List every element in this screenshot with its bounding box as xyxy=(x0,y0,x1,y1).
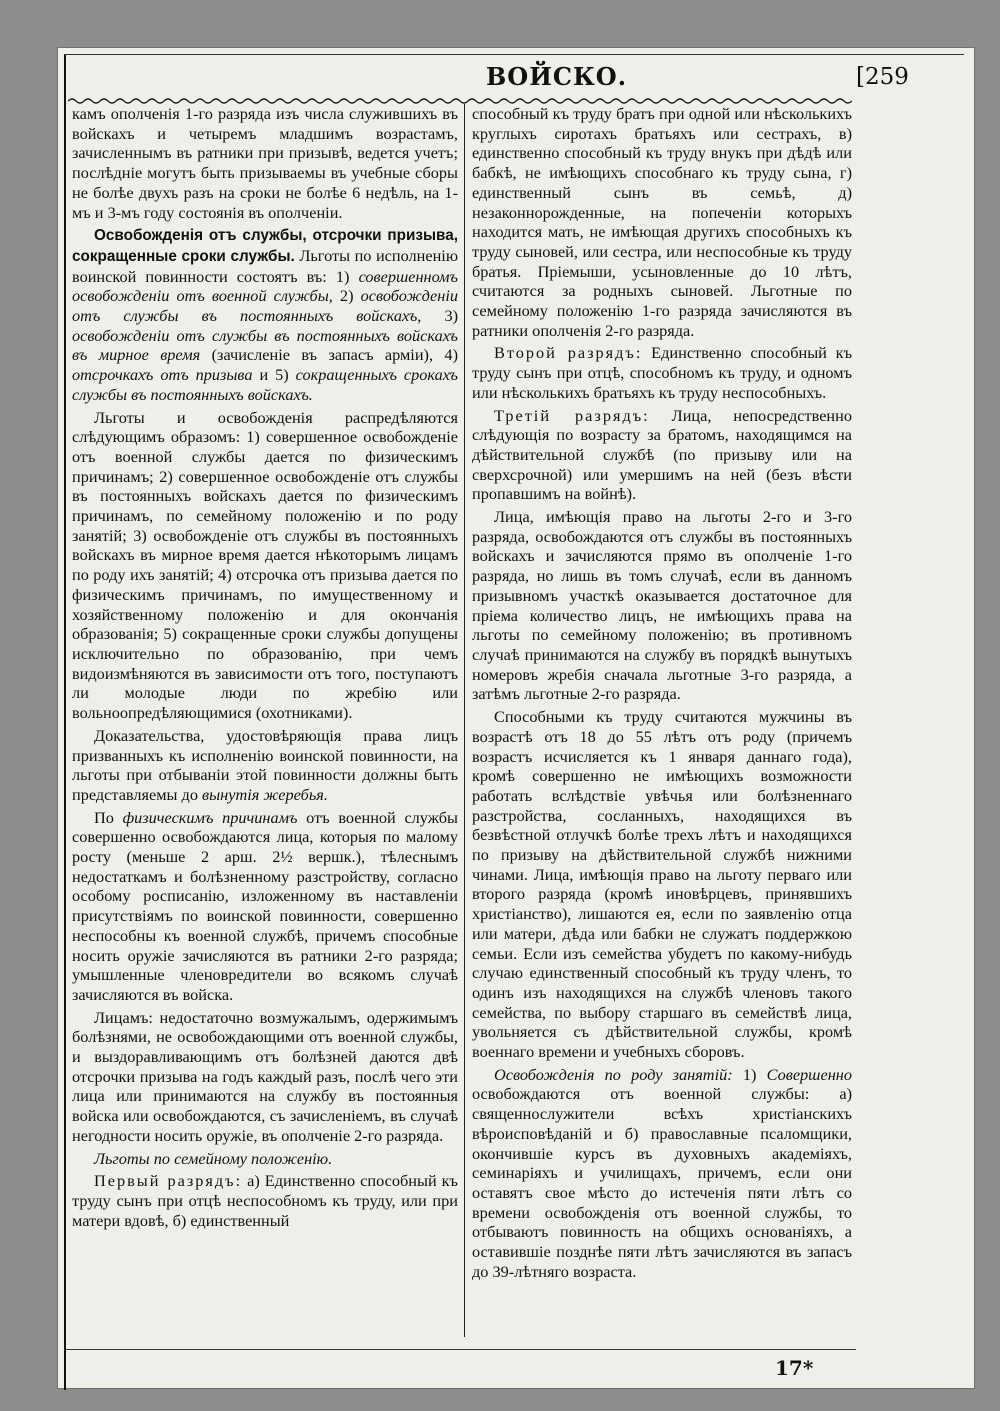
paragraph: Освобожденія отъ службы, отсрочки призыва, сокращенные сроки службы. Льготы по исполненію воинской повинности состоятъ въ: 1) совершенномъ освобожденіи отъ военной службы, 2) освобожденіи отъ службы въ постоянныхъ войскахъ, 3) освобожденіи отъ службы въ постоянныхъ войскахъ въ мирное время (зачисленіе въ запасъ арміи), 4) отсрочкахъ отъ призыва и 5) сокращенныхъ срокахъ службы въ постоянныхъ войскахъ. xyxy=(72,227,458,404)
paragraph: способный къ труду братъ при одной или нѣсколькихъ круглыхъ сиротахъ братьяхъ или сестрахъ, в) единственно способный къ труду внукъ при дѣдѣ или бабкѣ, не имѣющихъ способнаго къ труду сына, г) единственный сынъ въ семьѣ, д) незаконнорожденные, на попеченіи которыхъ находится мать, не имѣющая другихъ способныхъ къ труду сыновей, или сестра, или неспособные къ труду братья. Пріемыши, усыновленные до 10 лѣтъ, считаются за родныхъ сыновей. Льготные по семейному положенію 1-го разряда зачисляются въ ратники ополченія 2-го разряда. xyxy=(472,104,852,340)
page-title: ВОЙСКО. xyxy=(486,62,628,91)
right-column xyxy=(472,104,852,1281)
paragraph: Лица, имѣющія право на льготы 2-го и 3-го разряда, освобождаются отъ службы въ постоянныхъ войскахъ и зачисляются прямо въ ополченіе 1-го разряда, но лишь въ томъ случаѣ, если въ данномъ призывномъ участкѣ оказывается достаточное для пріема количество лицъ, не имѣющихъ права на льготы по семейному положенію; въ противномъ случаѣ принимаются на службу въ порядкѣ вынутыхъ номеровъ жребія сначала льготные 3-го разряда, а затѣмъ льготные 2-го разряда. xyxy=(472,507,852,704)
paragraph: камъ ополченія 1-го разряда изъ числа служившихъ въ войскахъ и четыремъ младшимъ возрастамъ, зачисленнымъ въ ратники при призывѣ, ведется учетъ; послѣдніе могутъ быть призываемы въ учебные сборы не болѣе двухъ разъ на сроки не болѣе 6 недѣль, на 1-мъ и 3-мъ году состоянія въ ополченіи. xyxy=(72,104,458,222)
footer-rule xyxy=(66,1349,856,1350)
signature-mark: 17* xyxy=(775,1356,814,1380)
paragraph: Лицамъ: недостаточно возмужалымъ, одержимымъ болѣзнями, не освобождающими отъ военной службы, и выздоравливающимъ отъ болѣзней даются двѣ отсрочки призыва на годъ каждый разъ, послѣ чего эти лица или принимаются на службу въ постоянныя войска или освобождаются, съ зачисленіемъ, въ случаѣ негодности носить оружіе, въ ополченіе 2-го разряда. xyxy=(72,1007,458,1145)
running-header xyxy=(66,60,956,100)
paragraph: Третій разрядъ: Лица, непосредственно слѣдующія по возрасту за братомъ, находящимся на дѣйствительной службѣ (по призыву или на сверхсрочной) или умершимъ на ней (безъ вѣсти пропавшимъ на войнѣ). xyxy=(472,405,852,504)
paragraph: По физическимъ причинамъ отъ военной службы совершенно освобождаются лица, которыя по малому росту (меньше 2 арш. 2½ вершк.), тѣлеснымъ недостаткамъ и болѣзненному разстройству, согласно особому росписанію, изложенному въ наставленіи присутствіямъ по воинской повинности, совершенно неспособны къ военной службѣ, причемъ способные носить оружіе зачисляются въ ратники 2-го разряда; умышленные членовредители во всякомъ случаѣ зачисляются въ войска. xyxy=(72,807,458,1004)
paragraph: Льготы и освобожденія распредѣляются слѣдующимъ образомъ: 1) совершенное освобожденіе отъ военной службы дается по физическимъ причинамъ; 2) совершенное освобожденіе отъ службы въ постоянныхъ войскахъ дается по физическимъ причинамъ, по семейному положенію и по роду занятій; 3) освобожденіе отъ службы въ постоянныхъ войскахъ въ мирное время дается нѣкоторымъ лицамъ по роду ихъ занятій; 4) отсрочка отъ призыва дается по физическимъ причинамъ, по имущественному и хозяйственному положенію и для окончанія образованія; 5) сокращенные сроки службы допущены исключительно по образованію, при чемъ видоизмѣняются въ зависимости отъ того, поступаютъ ли молодые люди по жребію или вольноопредѣляющимися (охотниками). xyxy=(72,407,458,723)
subsection-heading: Льготы по семейному положенію. xyxy=(94,1148,333,1168)
column-divider xyxy=(464,104,465,1337)
paragraph: Первый разрядъ: а) Единственно способный къ труду сынъ при отцѣ неспособномъ къ труду, или при матери вдовѣ, б) единственный xyxy=(72,1171,458,1230)
section-heading: Освобожденія отъ службы, отсрочки призыва, сокращенные сроки службы. xyxy=(72,227,458,265)
left-column xyxy=(72,104,458,1230)
paragraph: Способными къ труду считаются мужчины въ возрастѣ отъ 18 до 55 лѣтъ отъ роду (причемъ возрастъ исчисляется къ 1 января даннаго года), кромѣ совершенно не имѣющихъ возможности работать вслѣдствіе увѣчья или болѣзненнаго разстройства, сосланныхъ, находящихся въ безвѣстной отлучкѣ болѣе трехъ лѣтъ и находящихся по призыву на дѣйствительной службѣ нижними чинами. Лица, имѣющія право на льготу перваго или второго разряда (кромѣ иновѣрцевъ, принявшихъ христіанство), лишаются ея, если по заявленію отца или матери, дѣда или бабки не служатъ поддержкою семьи. Если изъ семейства убудетъ по какому-нибудь случаю единственный способный къ труду членъ, то одинъ изъ находящихся на службѣ членовъ такого семейства, по выбору старшаго въ семействѣ лица, увольняется съ дѣйствительной службы, кромѣ военнаго времени и учебныхъ сборовъ. xyxy=(472,707,852,1062)
paragraph: Освобожденія по роду занятій: 1) Совершенно освобождаются отъ военной службы: а) священнослужители всѣхъ христіанскихъ вѣроисповѣданій и б) православные псаломщики, окончившіе курсъ въ духовныхъ академіяхъ, семинаріяхъ и училищахъ, причемъ, если они оставятъ свое мѣсто до истеченія пяти лѣтъ со времени освобожденія отъ военной службы, то отбываютъ повинность на общихъ основаніяхъ, а оставившіе позднѣе пяти лѣтъ зачисляются въ запасъ до 39-лѣтняго возраста. xyxy=(472,1064,852,1281)
paragraph: Доказательства, удостовѣряющія права лицъ призванныхъ къ исполненію воинской повинности, на льготы при отбываніи этой повинности должны быть представляемы до вынутія жеребья. xyxy=(72,725,458,804)
paragraph: Второй разрядъ: Единственно способный къ труду сынъ при отцѣ, способномъ къ труду, и одномъ или нѣсколькихъ братьяхъ къ труду неспособныхъ. xyxy=(472,343,852,402)
page-frame-left xyxy=(64,54,66,1390)
page-frame-top xyxy=(64,54,964,55)
page-number: [259 xyxy=(856,64,909,90)
